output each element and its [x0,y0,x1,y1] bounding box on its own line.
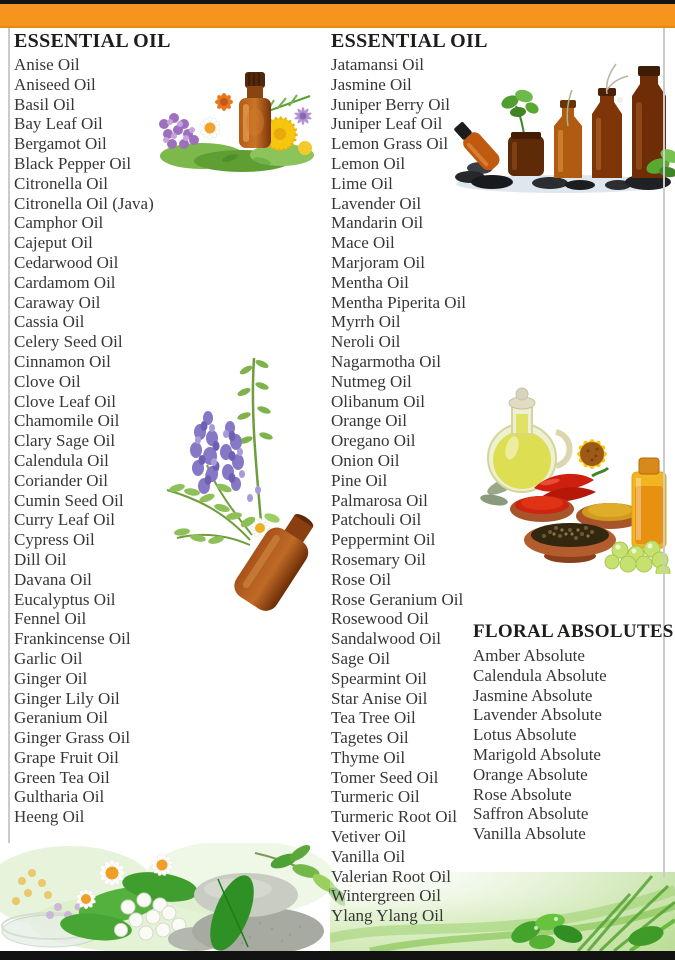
oil-list-item: Garlic Oil [14,648,83,668]
oil-list-item: Coriander Oil [14,470,108,490]
oil-list-item: Peppermint Oil [331,530,436,550]
oil-list-item: Jasmine Oil [331,74,412,94]
oil-list-item: Turmeric Oil [331,787,420,807]
oil-list-item: Pine Oil [331,470,388,490]
right-border-line [663,28,665,878]
oil-list-item: Black Pepper Oil [14,153,132,173]
oil-list-item: Marjoram Oil [331,252,425,272]
oil-and-spices-illustration [450,376,672,574]
oil-list-item: Geranium Oil [14,708,108,728]
absolute-list-item: Lotus Absolute [473,725,577,745]
column-header-floral-absolutes: FLORAL ABSOLUTES [473,621,674,642]
oil-list-item: Chamomile Oil [14,411,120,431]
oil-and-spices-image [450,376,672,574]
oil-list-item: Rosemary Oil [331,549,426,569]
oil-list-item: Tomer Seed Oil [331,767,439,787]
oil-list-item: Onion Oil [331,450,400,470]
oil-list-item: Valerian Root Oil [331,866,451,886]
oil-list-item: Mentha Oil [331,272,409,292]
oil-list-left [14,55,154,827]
oil-list-item: Cassia Oil [14,312,85,332]
column-header-essential-oil-2: ESSENTIAL OIL [331,30,488,52]
oil-list-item: Cinnamon Oil [14,351,111,371]
oil-list-item: Curry Leaf Oil [14,510,116,530]
orange-accent-bar [0,4,675,28]
oil-list-item: Heeng Oil [14,807,85,827]
oil-list-item: Ginger Oil [14,668,88,688]
oil-list-item: Sage Oil [331,648,391,668]
oil-list-item: Lemon Grass Oil [331,134,449,154]
oil-list-item: Anise Oil [14,55,80,74]
left-border-line [8,28,10,843]
oil-list-item: Jatamansi Oil [331,55,425,74]
oil-list-item: Bergamot Oil [14,134,107,154]
oil-list-item: Camphor Oil [14,213,104,233]
absolute-list-right [473,646,607,844]
absolute-list-item: Jasmine Absolute [473,685,593,705]
oil-list-item: Turmeric Root Oil [331,807,457,827]
oil-list-item: Clove Oil [14,371,81,391]
oil-list-item: Cajeput Oil [14,233,93,253]
flower-bouquet-bottle-illustration [142,62,320,176]
oil-list-item: Oregano Oil [331,431,416,451]
oil-list-item: Vetiver Oil [331,827,407,847]
absolute-list-item: Rose Absolute [473,784,572,804]
oil-list-item: Clove Leaf Oil [14,391,116,411]
amber-bottles-illustration [450,56,675,198]
oil-list-item: Rosewood Oil [331,609,429,629]
oil-list-item: Juniper Berry Oil [331,94,450,114]
oil-list-item: Ginger Grass Oil [14,728,131,748]
oil-list-middle [331,55,466,926]
absolute-list-item: Amber Absolute [473,646,585,665]
oil-list-item: Nagarmotha Oil [331,351,441,371]
oil-list-item: Cedarwood Oil [14,252,119,272]
oil-list-item: Tagetes Oil [331,728,409,748]
oil-list-item: Lemon Oil [331,153,406,173]
oil-list-item: Mandarin Oil [331,213,424,233]
oil-list-item: Myrrh Oil [331,312,401,332]
oil-list-item: Sandalwood Oil [331,629,442,649]
oil-list-item: Olibanum Oil [331,391,425,411]
absolute-list-item: Calendula Absolute [473,665,607,685]
oil-list-item: Bay Leaf Oil [14,114,103,134]
oil-list-item: Rose Oil [331,569,391,589]
bottom-black-bar [0,951,675,960]
oil-list-item: Spearmint Oil [331,668,427,688]
amber-bottles-image [450,56,675,198]
oil-list-item: Frankincense Oil [14,629,131,649]
column-header-essential-oil-1: ESSENTIAL OIL [14,30,171,52]
oil-list-item: Cumin Seed Oil [14,490,124,510]
oil-list-item: Patchouli Oil [331,510,422,530]
oil-list-item: Ginger Lily Oil [14,688,120,708]
oil-list-item: Cypress Oil [14,530,95,550]
oil-list-item: Citronella Oil (Java) [14,193,154,213]
oil-list-item: Vanilla Oil [331,846,406,866]
absolute-list-item: Marigold Absolute [473,744,601,764]
absolute-list-item: Lavender Absolute [473,705,602,725]
oil-list-item: Clary Sage Oil [14,431,116,451]
oil-list-item: Thyme Oil [331,747,406,767]
oil-list-item: Davana Oil [14,569,92,589]
oil-list-item: Rose Geranium Oil [331,589,464,609]
oil-list-item: Aniseed Oil [14,74,96,94]
oil-list-item: Wintergreen Oil [331,886,441,906]
absolute-list-item: Orange Absolute [473,764,588,784]
oil-list-item: Cardamom Oil [14,272,116,292]
oil-list-item: Tea Tree Oil [331,708,416,728]
flower-bouquet-bottle-image [142,62,320,176]
absolute-list-item: Vanilla Absolute [473,824,586,844]
oil-list-item: Gultharia Oil [14,787,105,807]
oil-list-item: Lavender Oil [331,193,422,213]
oil-list-item: Dill Oil [14,549,67,569]
oil-list-item: Ylang Ylang Oil [331,906,444,926]
oil-list-item: Juniper Leaf Oil [331,114,443,134]
oil-list-item: Mentha Piperita Oil [331,292,467,312]
oil-list-item: Fennel Oil [14,609,87,629]
oil-list-item: Orange Oil [331,411,408,431]
oil-list-item: Grape Fruit Oil [14,747,119,767]
oil-list-item: Caraway Oil [14,292,101,312]
spa-stones-image [0,843,345,951]
absolute-list-item: Saffron Absolute [473,804,589,824]
oil-list-item: Green Tea Oil [14,767,110,787]
oil-list-item: Citronella Oil [14,173,108,193]
lavender-bottle-image [132,340,322,618]
oil-list-item: Nutmeg Oil [331,371,412,391]
oil-list-item: Palmarosa Oil [331,490,428,510]
oil-list-item: Basil Oil [14,94,75,114]
oil-list-item: Calendula Oil [14,450,109,470]
oil-list-item: Mace Oil [331,233,395,253]
oil-list-item: Celery Seed Oil [14,332,123,352]
oil-list-item: Eucalyptus Oil [14,589,116,609]
oil-list-item: Neroli Oil [331,332,401,352]
lavender-bottle-illustration [132,340,322,618]
spa-stones-illustration [0,843,345,951]
oil-list-item: Star Anise Oil [331,688,428,708]
oil-list-item: Lime Oil [331,173,393,193]
